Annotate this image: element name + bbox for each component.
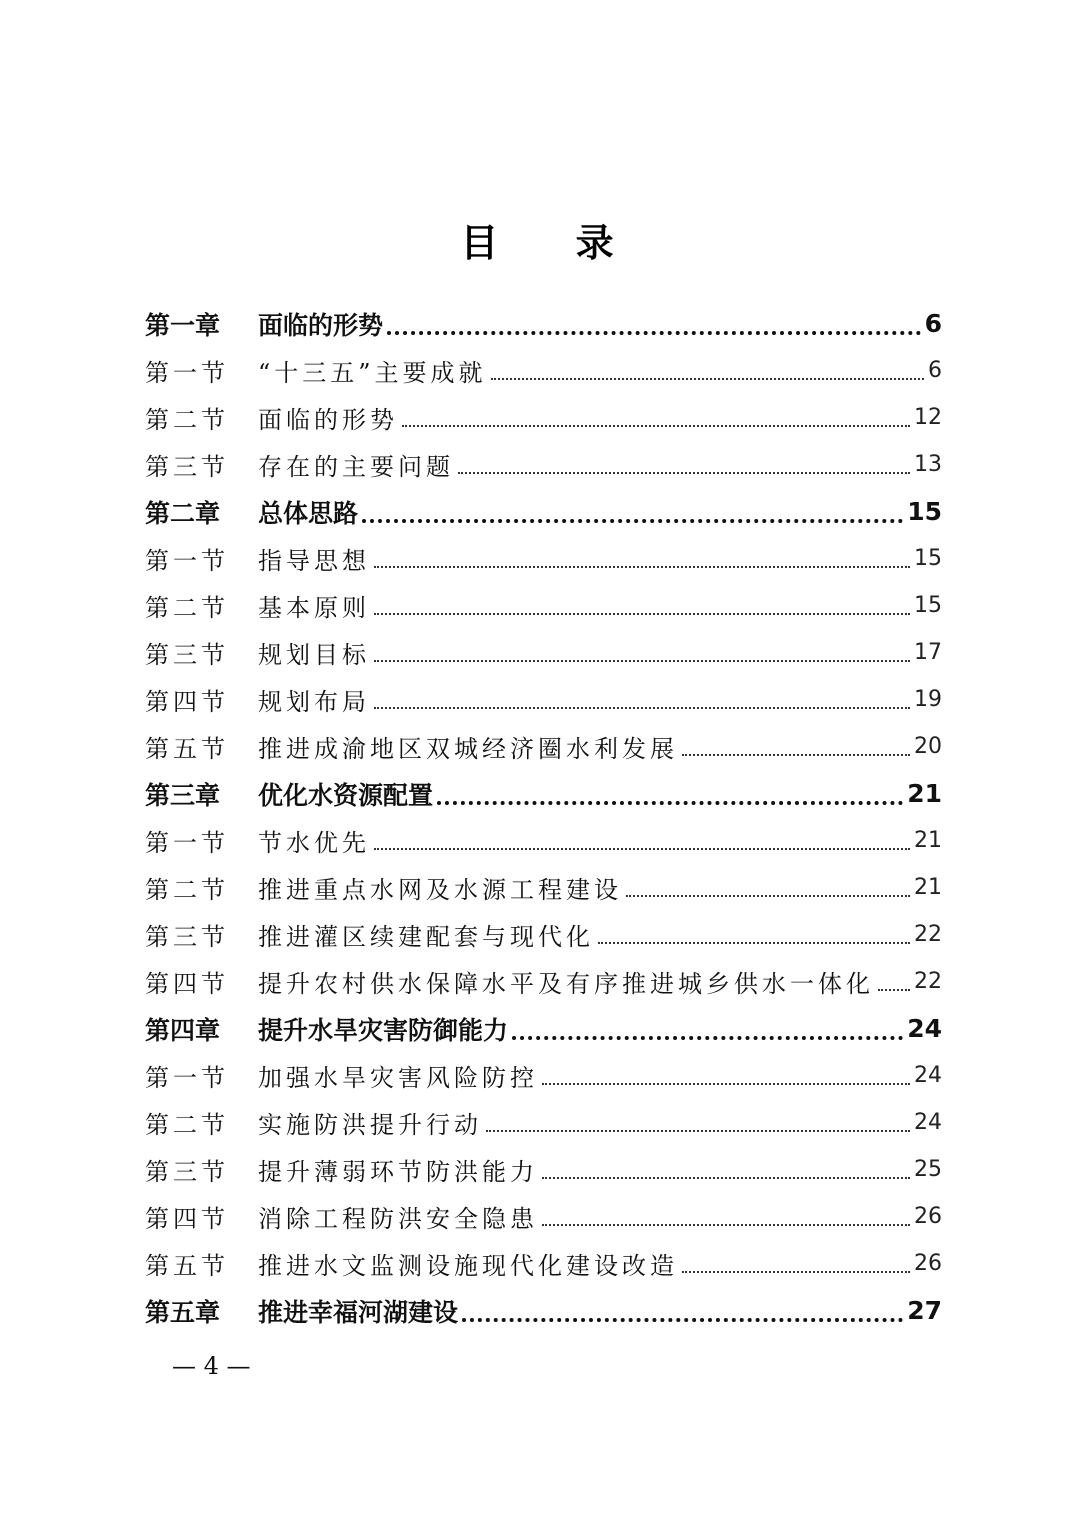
- toc-entry-page: 24: [907, 1014, 942, 1043]
- toc-entry-title: 推进水文监测设施现代化建设改造: [258, 1252, 678, 1280]
- toc-entry-title: 推进重点水网及水源工程建设: [258, 876, 622, 904]
- toc-chapter-entry[interactable]: [145, 1005, 942, 1052]
- toc-dot-leader: [486, 1130, 910, 1132]
- toc-entry-number: 第一章: [145, 310, 221, 340]
- toc-dot-leader: [542, 1177, 910, 1179]
- toc-entry-title: 节水优先: [258, 829, 370, 857]
- toc-dot-leader: [437, 801, 903, 805]
- toc-chapter-entry[interactable]: [145, 488, 942, 535]
- toc-section-entry[interactable]: [145, 911, 942, 958]
- toc-entry-page: 21: [914, 828, 942, 853]
- toc-entry-number: 第一节: [145, 829, 229, 857]
- toc-chapter-entry[interactable]: [145, 770, 942, 817]
- toc-section-entry[interactable]: [145, 394, 942, 441]
- toc-entry-page: 13: [914, 452, 942, 477]
- toc-dot-leader: [512, 1036, 903, 1040]
- toc-section-entry[interactable]: [145, 1193, 942, 1240]
- toc-entry-number: 第五章: [145, 1297, 221, 1327]
- toc-entry-number: 第二节: [145, 1111, 229, 1139]
- toc-entry-page: 26: [914, 1204, 942, 1229]
- toc-section-entry[interactable]: [145, 1099, 942, 1146]
- toc-entry-page: 15: [914, 546, 942, 571]
- toc-entry-number: 第五节: [145, 735, 229, 763]
- toc-dot-leader: [682, 1271, 910, 1273]
- toc-entry-title: 消除工程防洪安全隐患: [258, 1205, 538, 1233]
- toc-entry-number: 第二节: [145, 594, 229, 622]
- toc-dot-leader: [491, 378, 924, 380]
- toc-entry-title: 总体思路: [258, 498, 359, 528]
- toc-entry-number: 第五节: [145, 1252, 229, 1280]
- toc-entry-title: 基本原则: [258, 594, 370, 622]
- toc-entry-number: 第一节: [145, 359, 229, 387]
- toc-entry-page: 19: [914, 687, 942, 712]
- toc-dot-leader: [374, 707, 910, 709]
- toc-dot-leader: [374, 848, 910, 850]
- toc-entry-number: 第四节: [145, 1205, 229, 1233]
- toc-entry-title: 提升农村供水保障水平及有序推进城乡供水一体化: [258, 970, 874, 998]
- toc-entry-page: 20: [914, 734, 942, 759]
- toc-entry-page: 21: [914, 875, 942, 900]
- toc-section-entry[interactable]: [145, 958, 942, 1005]
- toc-section-entry[interactable]: [145, 629, 942, 676]
- toc-dot-leader: [462, 1318, 903, 1322]
- toc-entry-page: 21: [907, 779, 942, 808]
- toc-entry-page: 6: [928, 358, 942, 383]
- toc-section-entry[interactable]: [145, 441, 942, 488]
- toc-entry-page: 24: [914, 1063, 942, 1088]
- toc-dot-leader: [374, 660, 910, 662]
- toc-dot-leader: [878, 989, 910, 991]
- toc-dot-leader: [542, 1224, 910, 1226]
- toc-section-entry[interactable]: [145, 1146, 942, 1193]
- toc-section-entry[interactable]: [145, 817, 942, 864]
- toc-entry-page: 12: [914, 405, 942, 430]
- toc-entry-number: 第二节: [145, 876, 229, 904]
- toc-entry-number: 第一节: [145, 547, 229, 575]
- toc-section-entry[interactable]: [145, 347, 942, 394]
- toc-entry-number: 第三节: [145, 453, 229, 481]
- toc-dot-leader: [458, 472, 910, 474]
- toc-dot-leader: [626, 895, 910, 897]
- toc-section-entry[interactable]: [145, 864, 942, 911]
- page-number: — 4 —: [172, 1352, 251, 1380]
- toc-entry-title: 提升水旱灾害防御能力: [258, 1015, 509, 1045]
- toc-entry-title: 推进灌区续建配套与现代化: [258, 923, 594, 951]
- toc-dot-leader: [542, 1083, 910, 1085]
- toc-entry-number: 第三节: [145, 641, 229, 669]
- toc-chapter-entry[interactable]: [145, 300, 942, 347]
- toc-entry-number: 第三章: [145, 780, 221, 810]
- toc-list: [145, 300, 942, 1334]
- toc-entry-title: 提升薄弱环节防洪能力: [258, 1158, 538, 1186]
- toc-dot-leader: [362, 519, 903, 523]
- toc-section-entry[interactable]: [145, 582, 942, 629]
- toc-section-entry[interactable]: [145, 1240, 942, 1287]
- toc-dot-leader: [598, 942, 910, 944]
- toc-entry-number: 第三节: [145, 923, 229, 951]
- toc-entry-page: 6: [924, 309, 942, 338]
- toc-entry-page: 15: [914, 593, 942, 618]
- toc-entry-title: 存在的主要问题: [258, 453, 454, 481]
- toc-entry-number: 第二节: [145, 406, 229, 434]
- toc-entry-number: 第二章: [145, 498, 221, 528]
- toc-entry-title: 加强水旱灾害风险防控: [258, 1064, 538, 1092]
- toc-entry-page: 22: [914, 922, 942, 947]
- toc-dot-leader: [374, 613, 910, 615]
- toc-entry-number: 第一节: [145, 1064, 229, 1092]
- toc-section-entry[interactable]: [145, 723, 942, 770]
- toc-entry-title: 规划目标: [258, 641, 370, 669]
- toc-entry-number: 第四节: [145, 970, 229, 998]
- toc-entry-title: “十三五”主要成就: [258, 359, 487, 387]
- toc-entry-number: 第四节: [145, 688, 229, 716]
- toc-entry-title: 实施防洪提升行动: [258, 1111, 482, 1139]
- toc-entry-page: 26: [914, 1251, 942, 1276]
- toc-dot-leader: [682, 754, 910, 756]
- toc-entry-title: 面临的形势: [258, 406, 398, 434]
- toc-entry-page: 17: [914, 640, 942, 665]
- toc-dot-leader: [402, 425, 910, 427]
- toc-entry-title: 优化水资源配置: [258, 780, 434, 810]
- toc-entry-page: 22: [914, 969, 942, 994]
- toc-dot-leader: [387, 331, 921, 335]
- toc-entry-page: 27: [907, 1296, 942, 1325]
- toc-entry-title: 面临的形势: [258, 310, 384, 340]
- toc-section-entry[interactable]: [145, 535, 942, 582]
- toc-entry-page: 25: [914, 1157, 942, 1182]
- toc-entry-title: 推进成渝地区双城经济圈水利发展: [258, 735, 678, 763]
- toc-entry-title: 指导思想: [258, 547, 370, 575]
- toc-entry-number: 第三节: [145, 1158, 229, 1186]
- toc-entry-page: 24: [914, 1110, 942, 1135]
- toc-entry-title: 规划布局: [258, 688, 370, 716]
- toc-chapter-entry[interactable]: [145, 1287, 942, 1334]
- toc-entry-number: 第四章: [145, 1015, 221, 1045]
- toc-entry-title: 推进幸福河湖建设: [258, 1297, 459, 1327]
- toc-section-entry[interactable]: [145, 1052, 942, 1099]
- toc-title: 目 录: [460, 220, 646, 265]
- toc-dot-leader: [374, 566, 910, 568]
- toc-section-entry[interactable]: [145, 676, 942, 723]
- toc-entry-page: 15: [907, 497, 942, 526]
